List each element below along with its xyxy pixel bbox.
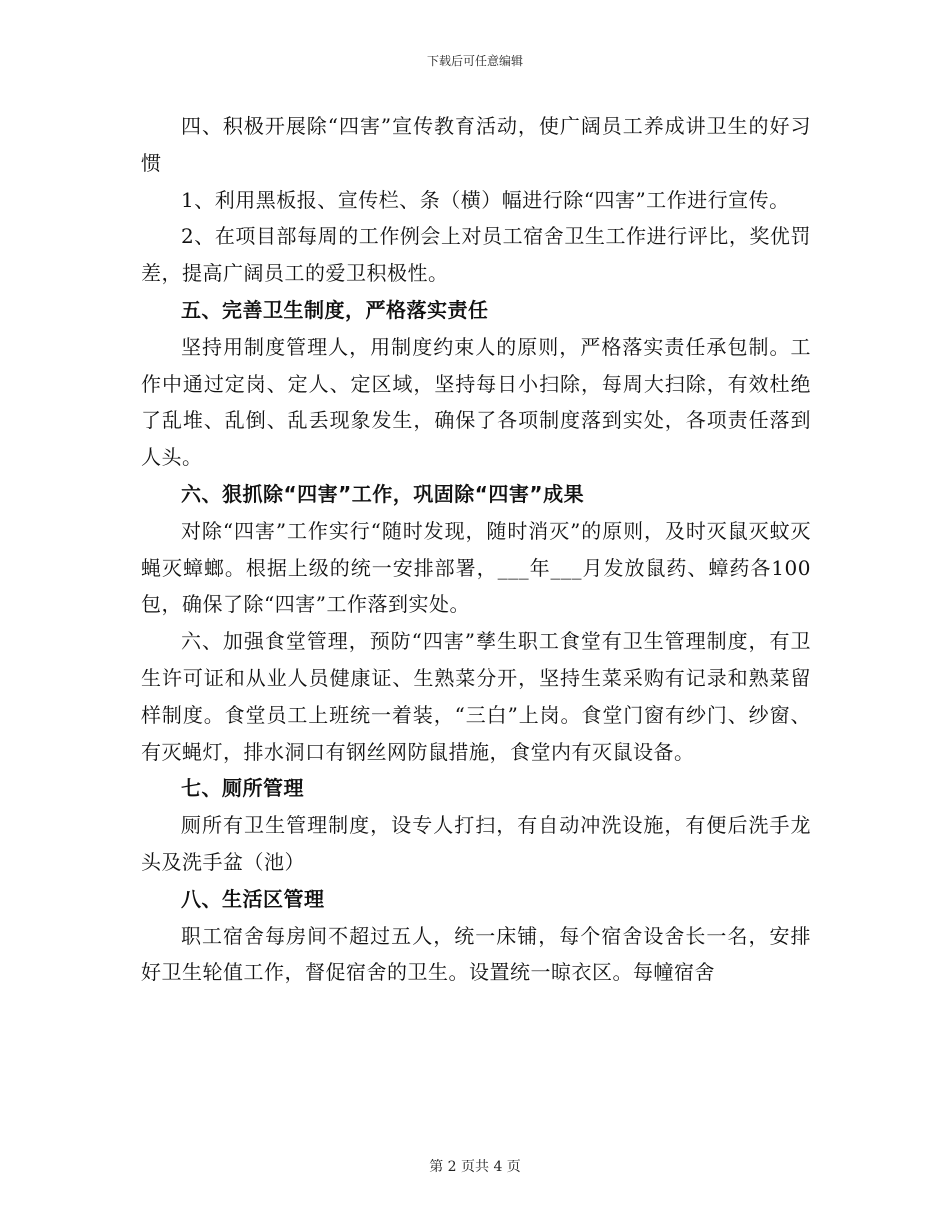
section-heading-6: 六、狠抓除“四害”工作，巩固除“四害”成果 xyxy=(181,481,585,506)
paragraph-section-7-body: 厕所有卫生管理制度，设专人打扫，有自动冲洗设施，有便后洗手龙头及洗手盆（池） xyxy=(141,813,811,874)
paragraph-section-6-body: 对除“四害”工作实行“随时发现，随时消灭”的原则，及时灭鼠灭蚊灭蝇灭蟑螂。根据上级的统一安排部署，___年___月发放鼠药、蟑药各100包，确保了除“四害”工作落到实处。 xyxy=(141,518,811,617)
document-body xyxy=(141,108,811,991)
paragraph-item-2: 2、在项目部每周的工作例会上对员工宿舍卫生工作进行评比，奖优罚差，提高广阔员工的爱卫积极性。 xyxy=(141,224,811,286)
page-header: 下载后可任意编辑 xyxy=(426,54,523,68)
section-heading-7: 七、厕所管理 xyxy=(181,776,304,801)
paragraph-section-5-body: 坚持用制度管理人，用制度约束人的原则，严格落实责任承包制。工作中通过定岗、定人、定区域，坚持每日小扫除，每周大扫除，有效杜绝了乱堆、乱倒、乱丢现象发生，确保了各项制度落到实处，各项责任落到人头。 xyxy=(141,334,811,470)
paragraph-section-8-body: 职工宿舍每房间不超过五人，统一床铺，每个宿舍设舍长一名，安排好卫生轮值工作，督促宿舍的卫生。设置统一晾衣区。每幢宿舍 xyxy=(141,923,811,985)
section-heading-5: 五、完善卫生制度，严格落实责任 xyxy=(181,297,489,322)
paragraph-section-4-heading: 四、积极开展除“四害”宣传教育活动，使广阔员工养成讲卫生的好习惯 xyxy=(141,114,811,175)
page-footer: 第 2 页共 4 页 xyxy=(429,1159,521,1175)
paragraph-item-1: 1、利用黑板报、宣传栏、条（横）幅进行除“四害”工作进行宣传。 xyxy=(181,187,790,212)
paragraph-canteen-management: 六、加强食堂管理，预防“四害”孳生职工食堂有卫生管理制度，有卫生许可证和从业人员健康证、生熟菜分开，坚持生菜采购有记录和熟菜留样制度。食堂员工上班统一着装，“三白”上岗。食堂门窗有纱门、纱窗、有灭蝇灯，排水洞口有钢丝网防鼠措施，食堂内有灭鼠设备。 xyxy=(141,629,811,764)
section-heading-8: 八、生活区管理 xyxy=(181,886,325,911)
